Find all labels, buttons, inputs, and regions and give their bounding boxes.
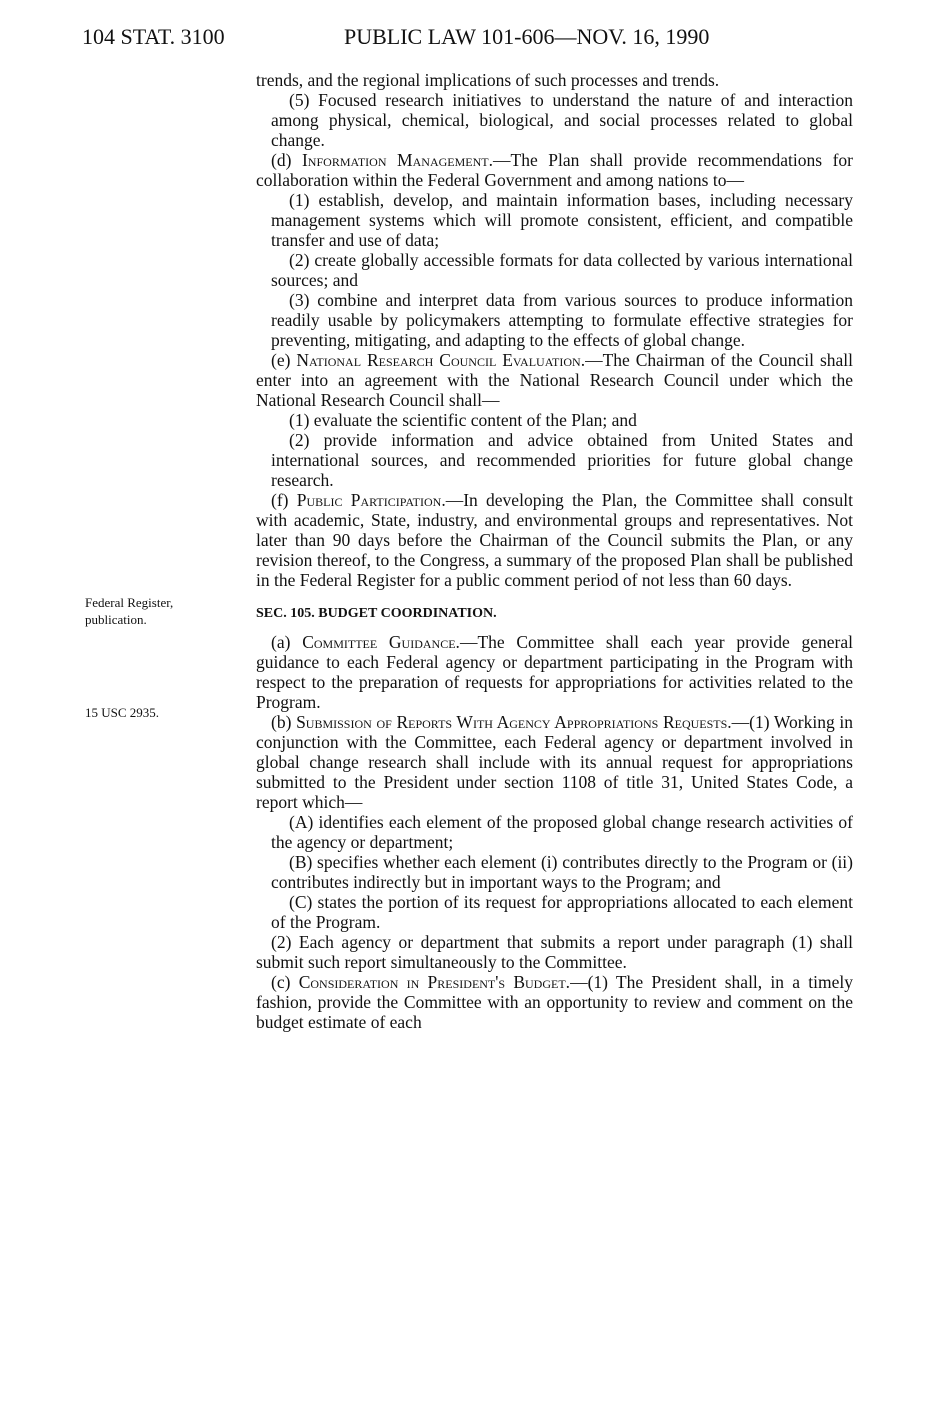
margin-note-text: Federal Register, publication. bbox=[85, 595, 174, 627]
page-number: 104 STAT. 3100 bbox=[82, 24, 225, 49]
subsection-b bbox=[256, 712, 853, 812]
subsection-text: —The Committee shall each year provide general guidance to each Federal agency or department participating in the Program with respect to the preparation of requests for appropriations for activities related to the Program. bbox=[256, 632, 854, 712]
subsection-label: (b) bbox=[271, 712, 292, 732]
subsection-heading: Submission of Reports With Agency Appropriations Requests. bbox=[296, 712, 732, 732]
subsection-text: —(1) Working in conjunction with the Committee, each Federal agency or department involved in global change research shall include with its annual request for appropriations submitted to the President under section 1108 of title 31, United States Code, a report which— bbox=[256, 712, 853, 812]
subsection-label: (e) bbox=[271, 350, 291, 370]
subsection-heading: Public Participation. bbox=[296, 490, 446, 510]
paragraph: (3) combine and interpret data from various sources to produce information readily usable by policymakers attempting to formulate effective strategies for preventing, mitigating, and adapting to the effects of global change. bbox=[271, 290, 853, 350]
subsection-heading: Committee Guidance. bbox=[302, 632, 460, 652]
section-heading: SEC. 105. BUDGET COORDINATION. bbox=[256, 606, 497, 621]
paragraph: (2) provide information and advice obtained from United States and international sources, and recommended priorities for future global change research. bbox=[271, 430, 853, 490]
running-header bbox=[82, 22, 842, 52]
subsection-text: —The Plan shall provide recommendations for collaboration within the Federal Government and among nations to— bbox=[256, 150, 854, 190]
subsection-label: (d) bbox=[271, 150, 292, 170]
subsection-heading: National Research Council Evaluation. bbox=[296, 350, 586, 370]
page-body bbox=[256, 70, 853, 1032]
subsection-e bbox=[256, 350, 853, 410]
paragraph: (B) specifies whether each element (i) contributes directly to the Program or (ii) contributes indirectly but in important ways to the Program; and bbox=[271, 852, 853, 892]
subsection-text: —(1) The President shall, in a timely fashion, provide the Committee with an opportunity to review and comment on the budget estimate of each bbox=[256, 972, 854, 1032]
subsection-d bbox=[256, 150, 853, 190]
subsection-label: (c) bbox=[271, 972, 291, 992]
paragraph: (2) create globally accessible formats for data collected by various international sources; and bbox=[271, 250, 853, 290]
paragraph: (A) identifies each element of the proposed global change research activities of the agency or department; bbox=[271, 812, 853, 852]
subsection-c bbox=[256, 972, 853, 1032]
margin-note-usc: 15 USC 2935. bbox=[85, 705, 160, 720]
header-title: PUBLIC LAW 101-606—NOV. 16, 1990 bbox=[344, 24, 710, 49]
subsection-f bbox=[256, 490, 853, 590]
margin-note-federal-register bbox=[85, 594, 180, 628]
subsection-heading: Consideration in President's Budget. bbox=[298, 972, 571, 992]
subsection-label: (a) bbox=[271, 632, 291, 652]
paragraph: (5) Focused research initiatives to understand the nature of and interaction among physical, chemical, biological, and social processes related to global change. bbox=[271, 90, 853, 150]
subsection-label: (f) bbox=[271, 490, 289, 510]
paragraph: (1) evaluate the scientific content of the Plan; and bbox=[289, 410, 637, 430]
paragraph: (1) establish, develop, and maintain information bases, including necessary management systems which will promote consistent, efficient, and compatible transfer and use of data; bbox=[271, 190, 853, 250]
paragraph: (C) states the portion of its request for appropriations allocated to each element of the Program. bbox=[271, 892, 853, 932]
subsection-a bbox=[256, 632, 853, 712]
subsection-heading: Information Management. bbox=[301, 150, 493, 170]
subsection-text: —In developing the Plan, the Committee shall consult with academic, State, industry, and environmental groups and representatives. Not later than 90 days before the Chairman of the Council submits the Plan, or any revision thereof, to the Congress, a summary of the proposed Plan shall be published in the Federal Register for a public comment period of not less than 60 days. bbox=[256, 490, 854, 590]
paragraph: trends, and the regional implications of such processes and trends. bbox=[256, 70, 720, 90]
subsection-text: —The Chairman of the Council shall enter into an agreement with the National Research Council under which the National Research Council shall— bbox=[256, 350, 854, 410]
paragraph: (2) Each agency or department that submits a report under paragraph (1) shall submit such report simultaneously to the Committee. bbox=[256, 932, 853, 972]
